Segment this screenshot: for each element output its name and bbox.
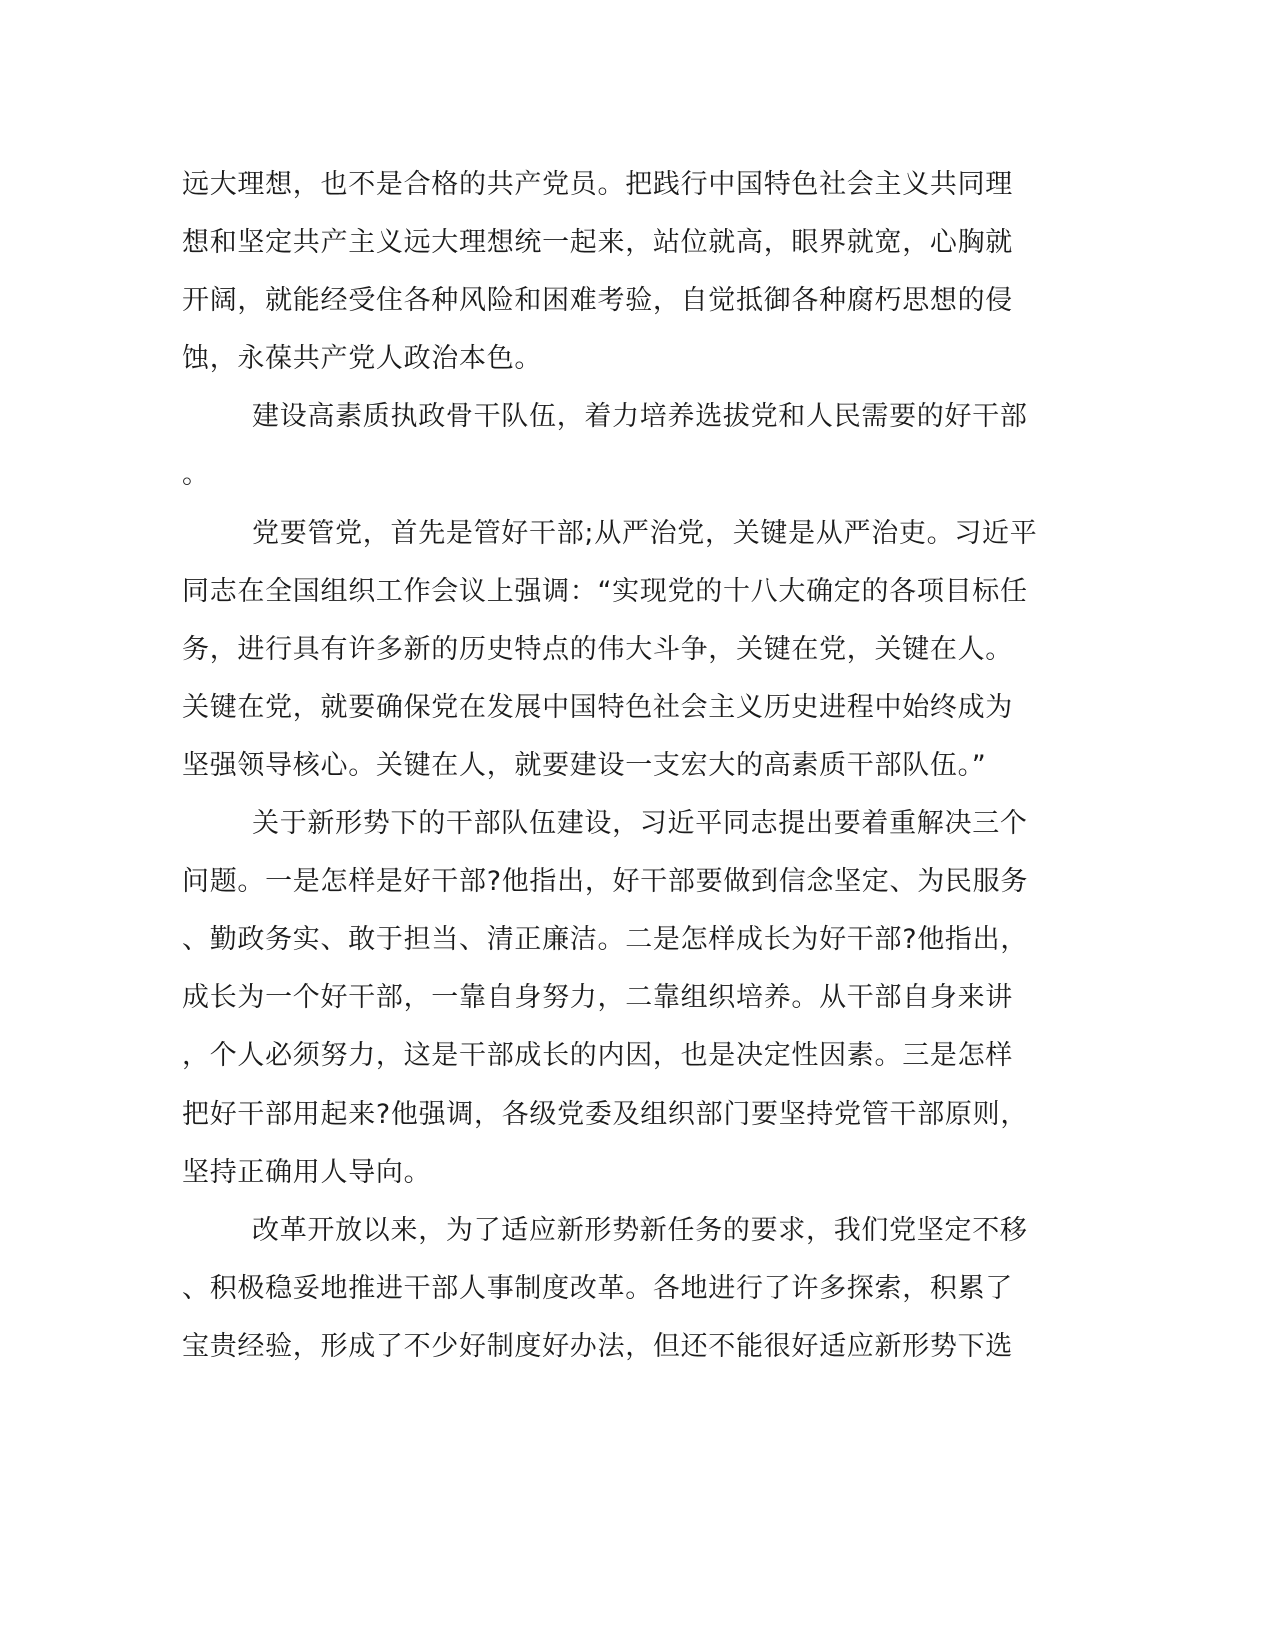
text-line: 关键在党，就要确保党在发展中国特色社会主义历史进程中始终成为 <box>182 691 1013 723</box>
text-line: 关于新形势下的干部队伍建设，习近平同志提出要着重解决三个 <box>252 808 1028 840</box>
body-text <box>182 156 1042 1376</box>
text-line: 问题。一是怎样是好干部?他指出，好干部要做到信念坚定、为民服务 <box>182 866 1029 898</box>
text-line: 党要管党，首先是管好干部;从严治党，关键是从严治吏。习近平 <box>252 517 1038 549</box>
text-line: 成长为一个好干部，一靠自身努力，二靠组织培养。从干部自身来讲 <box>182 982 1013 1014</box>
text-line: 坚持正确用人导向。 <box>182 1156 432 1188</box>
text-line: 开阔，就能经受住各种风险和困难考验，自觉抵御各种腐朽思想的侵 <box>182 285 1013 317</box>
text-line: 宝贵经验，形成了不少好制度好办法，但还不能很好适应新形势下选 <box>182 1330 1013 1362</box>
text-line: 务，进行具有许多新的历史特点的伟大斗争，关键在党，关键在人。 <box>182 633 1013 665</box>
paragraph-heading: 建设高素质执政骨干队伍，着力培养选拔党和人民需要的好干部 <box>252 401 1028 433</box>
text-line: 想和坚定共产主义远大理想统一起来，站位就高，眼界就宽，心胸就 <box>182 227 1013 259</box>
text-line: 蚀，永葆共产党人政治本色。 <box>182 343 543 375</box>
text-line: 坚强领导核心。关键在人，就要建设一支宏大的高素质干部队伍。” <box>182 749 987 781</box>
text-line: ，个人必须努力，这是干部成长的内因，也是决定性因素。三是怎样 <box>182 1040 1013 1072</box>
text-line: 、勤政务实、敢于担当、清正廉洁。二是怎样成长为好干部?他指出， <box>182 924 1029 956</box>
text-line: 。 <box>182 459 210 491</box>
text-line: 同志在全国组织工作会议上强调：“实现党的十八大确定的各项目标任 <box>182 575 1028 607</box>
text-line: 远大理想，也不是合格的共产党员。把践行中国特色社会主义共同理 <box>182 169 1013 200</box>
text-line: 把好干部用起来?他强调，各级党委及组织部门要坚持党管干部原则， <box>182 1098 1029 1130</box>
text-line: 改革开放以来，为了适应新形势新任务的要求，我们党坚定不移 <box>252 1214 1028 1246</box>
text-line: 、积极稳妥地推进干部人事制度改革。各地进行了许多探索，积累了 <box>182 1272 1013 1304</box>
